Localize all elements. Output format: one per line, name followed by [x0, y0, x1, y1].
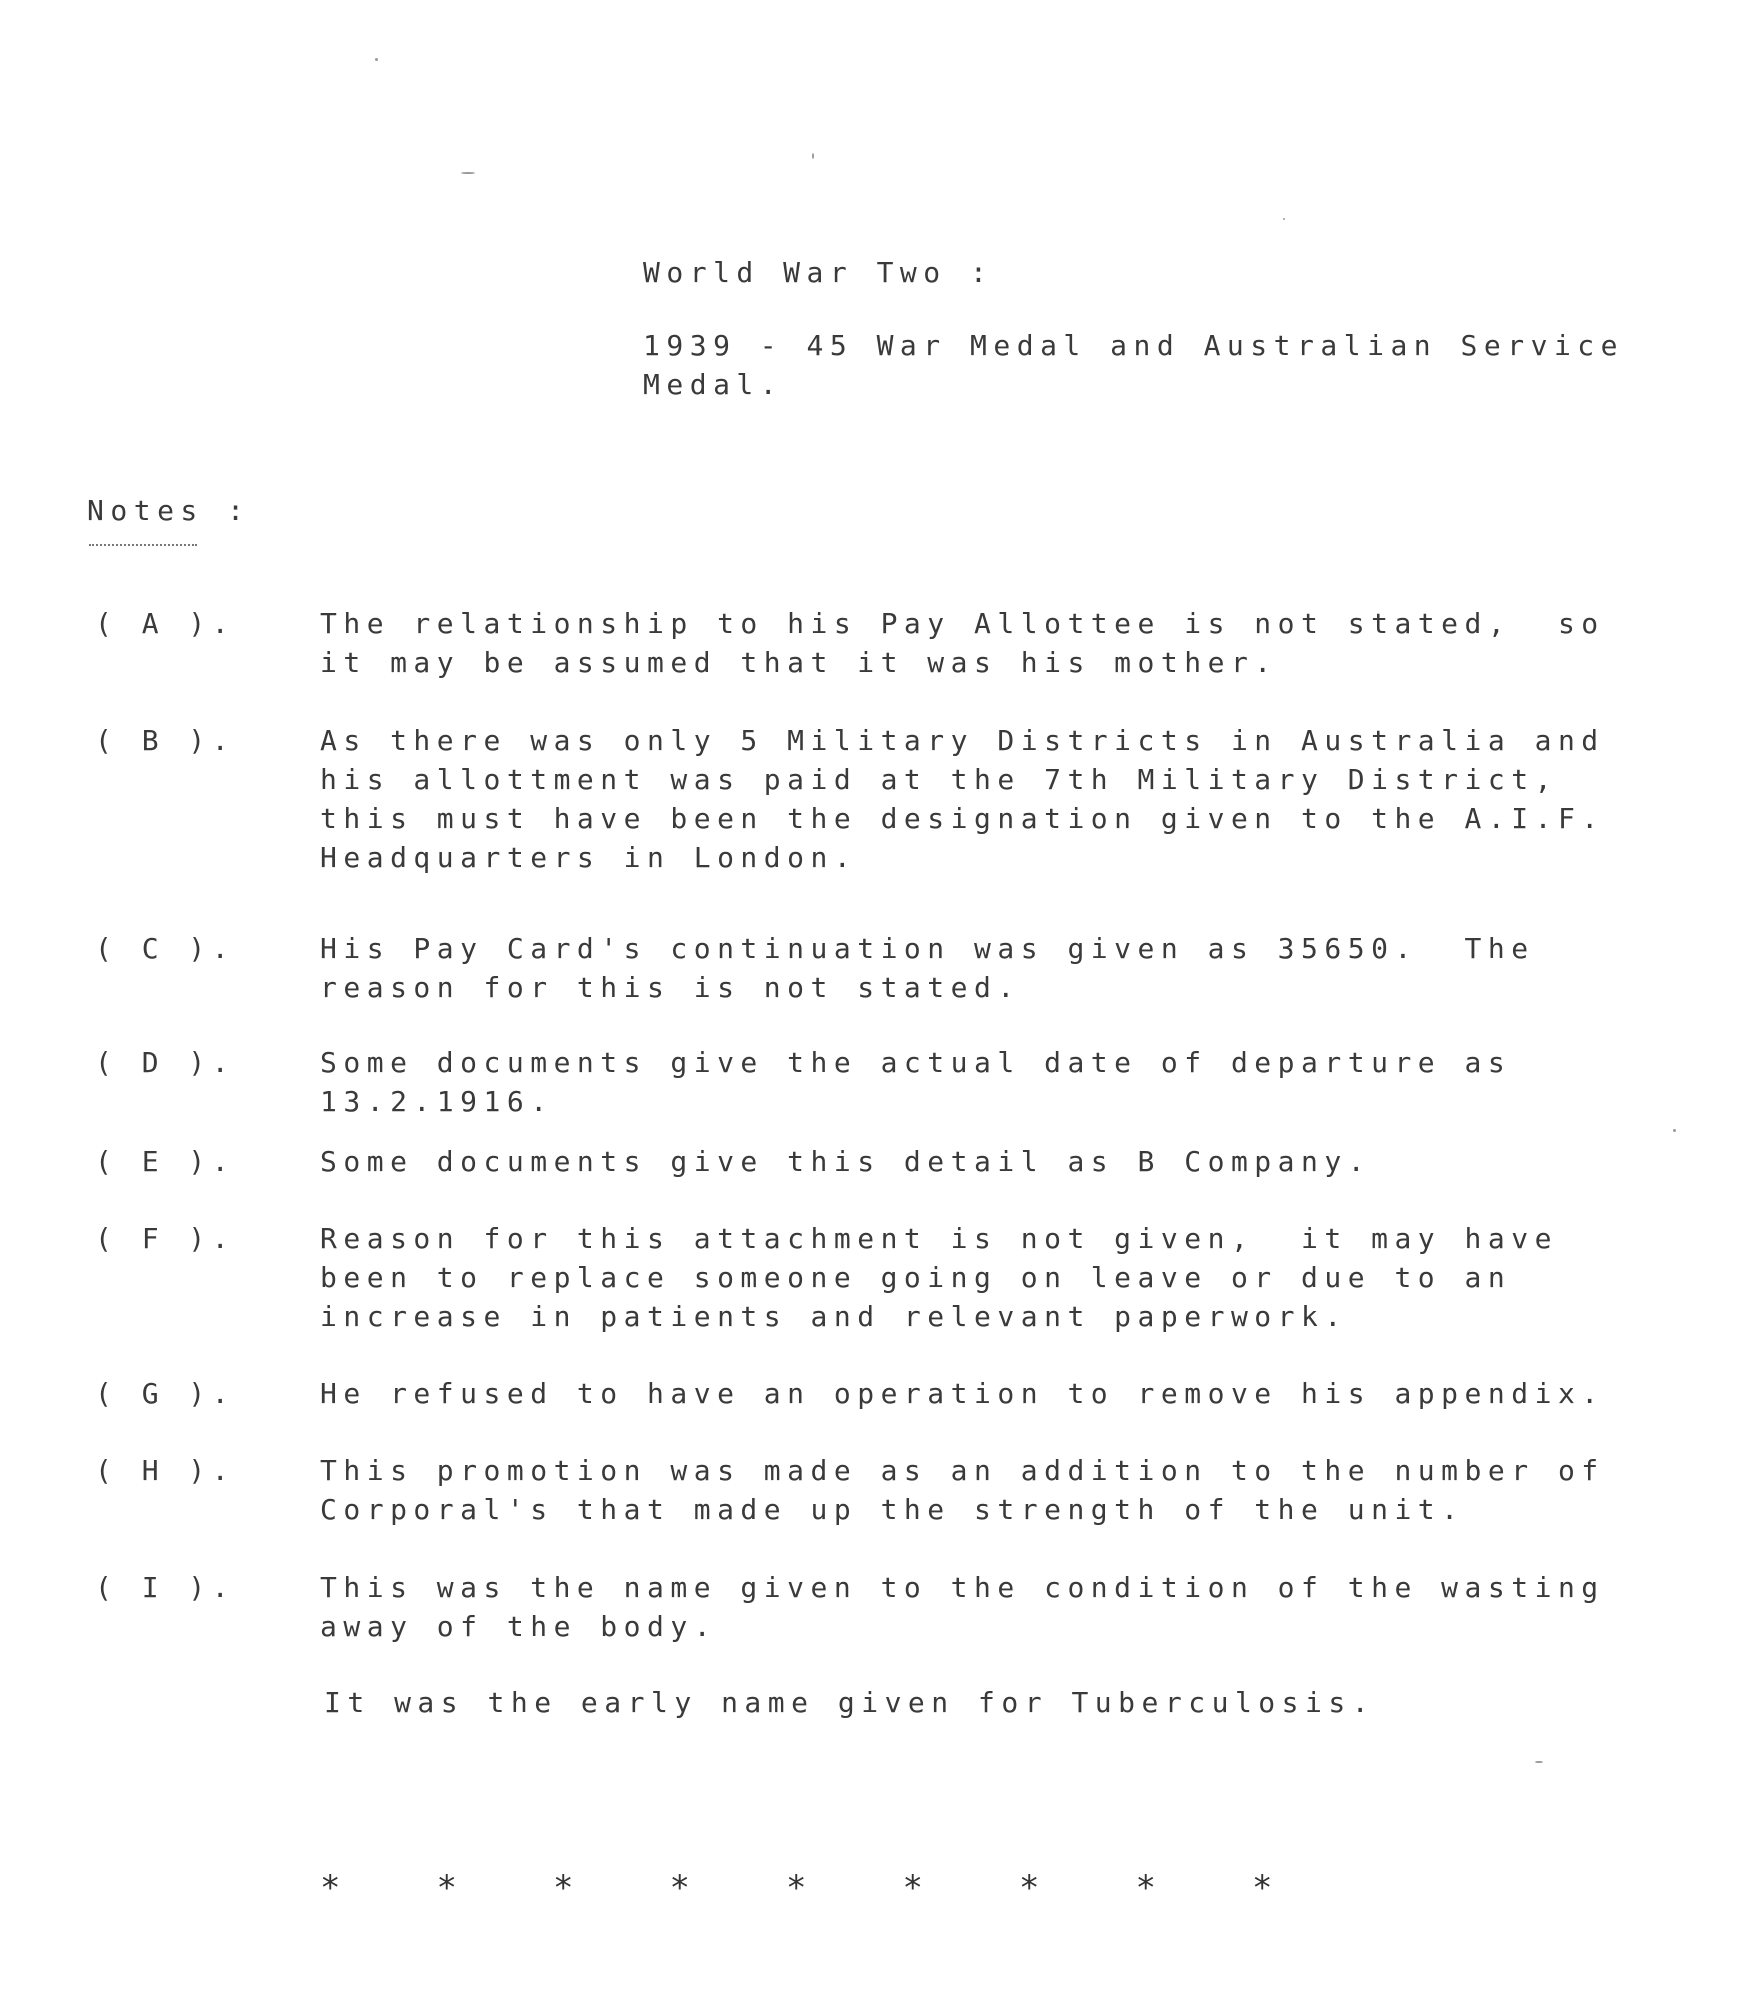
asterisk: * — [1019, 1868, 1040, 1908]
note-line: Corporal's that made up the strength of the unit. — [320, 1493, 1465, 1526]
note-label: ( A ). — [95, 607, 236, 640]
note-label: ( E ). — [95, 1145, 236, 1178]
note-body — [320, 604, 1605, 682]
note-line: Headquarters in London. — [320, 841, 858, 874]
page-title: World War Two : — [643, 256, 994, 289]
note-body — [320, 1142, 1371, 1181]
note-i-continuation: It was the early name given for Tuberculosis. — [324, 1686, 1376, 1719]
note-label: ( G ). — [95, 1377, 236, 1410]
note-line: his allottment was paid at the 7th Military District, — [320, 763, 1558, 796]
page-subtitle — [643, 326, 1624, 404]
asterisk: * — [320, 1868, 341, 1908]
note-line: reason for this is not stated. — [320, 971, 1021, 1004]
note-line: Reason for this attachment is not given, it may have — [320, 1222, 1558, 1255]
scan-speck — [1283, 218, 1285, 220]
note-label: ( H ). — [95, 1454, 236, 1487]
asterisk-divider — [320, 1868, 1369, 1908]
asterisk: * — [1135, 1868, 1156, 1908]
note-line: been to replace someone going on leave or due to an — [320, 1261, 1512, 1294]
note-label: ( F ). — [95, 1222, 236, 1255]
scan-speck — [812, 153, 814, 159]
note-line: away of the body. — [320, 1610, 718, 1643]
scan-speck — [1673, 1129, 1676, 1132]
note-label: ( D ). — [95, 1046, 236, 1079]
note-line: increase in patients and relevant paperwork. — [320, 1300, 1348, 1333]
note-label: ( I ). — [95, 1571, 236, 1604]
note-body — [320, 721, 1605, 877]
notes-heading: Notes : — [87, 494, 251, 527]
note-body — [320, 1568, 1605, 1646]
note-label: ( C ). — [95, 932, 236, 965]
scan-speck — [1535, 1761, 1543, 1763]
note-body — [320, 929, 1535, 1007]
note-line: Some documents give the actual date of departure as — [320, 1046, 1512, 1079]
note-body — [320, 1043, 1511, 1121]
scan-speck — [461, 172, 475, 174]
note-line: As there was only 5 Military Districts in Australia and — [320, 724, 1605, 757]
note-line: 13.2.1916. — [320, 1085, 554, 1118]
note-label: ( B ). — [95, 724, 236, 757]
asterisk: * — [786, 1868, 807, 1908]
asterisk: * — [669, 1868, 690, 1908]
note-line: Some documents give this detail as B Company. — [320, 1145, 1372, 1178]
subtitle-line-2: Medal. — [643, 368, 784, 401]
asterisk: * — [1252, 1868, 1273, 1908]
note-body — [320, 1451, 1605, 1529]
asterisk: * — [902, 1868, 923, 1908]
note-body — [320, 1374, 1605, 1413]
note-line: He refused to have an operation to remove his appendix. — [320, 1377, 1605, 1410]
asterisk: * — [553, 1868, 574, 1908]
note-line: it may be assumed that it was his mother. — [320, 646, 1278, 679]
scan-speck — [375, 58, 378, 61]
note-body — [320, 1219, 1558, 1336]
asterisk: * — [436, 1868, 457, 1908]
subtitle-line-1: 1939 - 45 War Medal and Australian Service — [643, 329, 1625, 362]
note-line: This promotion was made as an addition to the number of — [320, 1454, 1605, 1487]
notes-underline — [89, 544, 197, 546]
note-line: this must have been the designation given to the A.I.F. — [320, 802, 1605, 835]
note-line: His Pay Card's continuation was given as 35650. The — [320, 932, 1535, 965]
note-line: This was the name given to the condition of the wasting — [320, 1571, 1605, 1604]
note-line: The relationship to his Pay Allottee is not stated, so — [320, 607, 1605, 640]
